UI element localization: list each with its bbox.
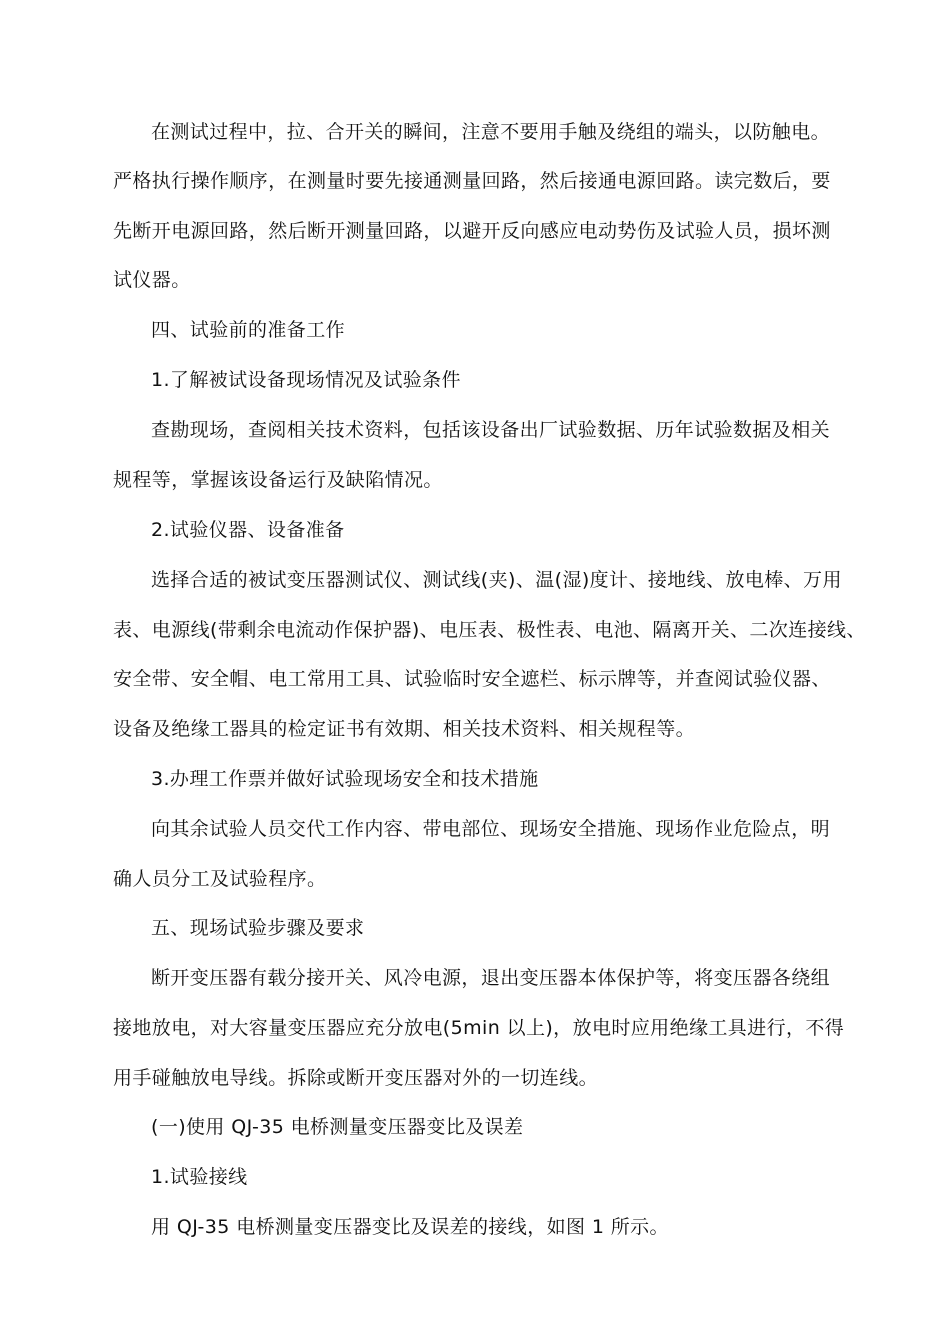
paragraph-line: 用 QJ-35 电桥测量变压器变比及误差的接线，如图 1 所示。 bbox=[151, 1216, 669, 1238]
paragraph-line: 确人员分工及试验程序。 bbox=[113, 868, 327, 890]
paragraph-line: 设备及绝缘工器具的检定证书有效期、相关技术资料、相关规程等。 bbox=[113, 718, 696, 740]
subsection-heading: 3.办理工作票并做好试验现场安全和技术措施 bbox=[151, 768, 539, 790]
subsection-heading: 1.了解被试设备现场情况及试验条件 bbox=[151, 369, 461, 391]
paragraph-line: 规程等，掌握该设备运行及缺陷情况。 bbox=[113, 469, 443, 491]
paragraph-line: 安全带、安全帽、电工常用工具、试验临时安全遮栏、标示牌等，并查阅试验仪器、 bbox=[113, 668, 831, 690]
paragraph-line: 向其余试验人员交代工作内容、带电部位、现场安全措施、现场作业危险点，明 bbox=[151, 818, 831, 840]
paragraph-line: 选择合适的被试变压器测试仪、测试线(夹)、温(湿)度计、接地线、放电棒、万用 bbox=[151, 569, 842, 591]
paragraph-line: 表、电源线(带剩余电流动作保护器)、电压表、极性表、电池、隔离开关、二次连接线、 bbox=[113, 619, 866, 641]
subsection-heading: 1.试验接线 bbox=[151, 1166, 248, 1188]
section-heading: 四、试验前的准备工作 bbox=[151, 319, 346, 341]
paragraph-line: 查勘现场，查阅相关技术资料，包括该设备出厂试验数据、历年试验数据及相关 bbox=[151, 419, 831, 441]
section-heading: 五、现场试验步骤及要求 bbox=[151, 917, 365, 939]
paragraph-line: 用手碰触放电导线。拆除或断开变压器对外的一切连线。 bbox=[113, 1067, 599, 1089]
paragraph-line: 断开变压器有载分接开关、风冷电源，退出变压器本体保护等，将变压器各绕组 bbox=[151, 967, 831, 989]
paragraph-line: 严格执行操作顺序，在测量时要先接通测量回路，然后接通电源回路。读完数后，要 bbox=[113, 170, 831, 192]
paragraph-line: 试仪器。 bbox=[113, 269, 191, 291]
subsection-heading: 2.试验仪器、设备准备 bbox=[151, 519, 345, 541]
paragraph-line: 在测试过程中，拉、合开关的瞬间，注意不要用手触及绕组的端头，以防触电。 bbox=[151, 121, 831, 143]
paragraph-line: 先断开电源回路，然后断开测量回路，以避开反向感应电动势伤及试验人员，损坏测 bbox=[113, 220, 831, 242]
subsection-heading: (一)使用 QJ-35 电桥测量变压器变比及误差 bbox=[151, 1116, 524, 1138]
paragraph-line: 接地放电，对大容量变压器应充分放电(5min 以上)，放电时应用绝缘工具进行，不得 bbox=[113, 1017, 845, 1039]
